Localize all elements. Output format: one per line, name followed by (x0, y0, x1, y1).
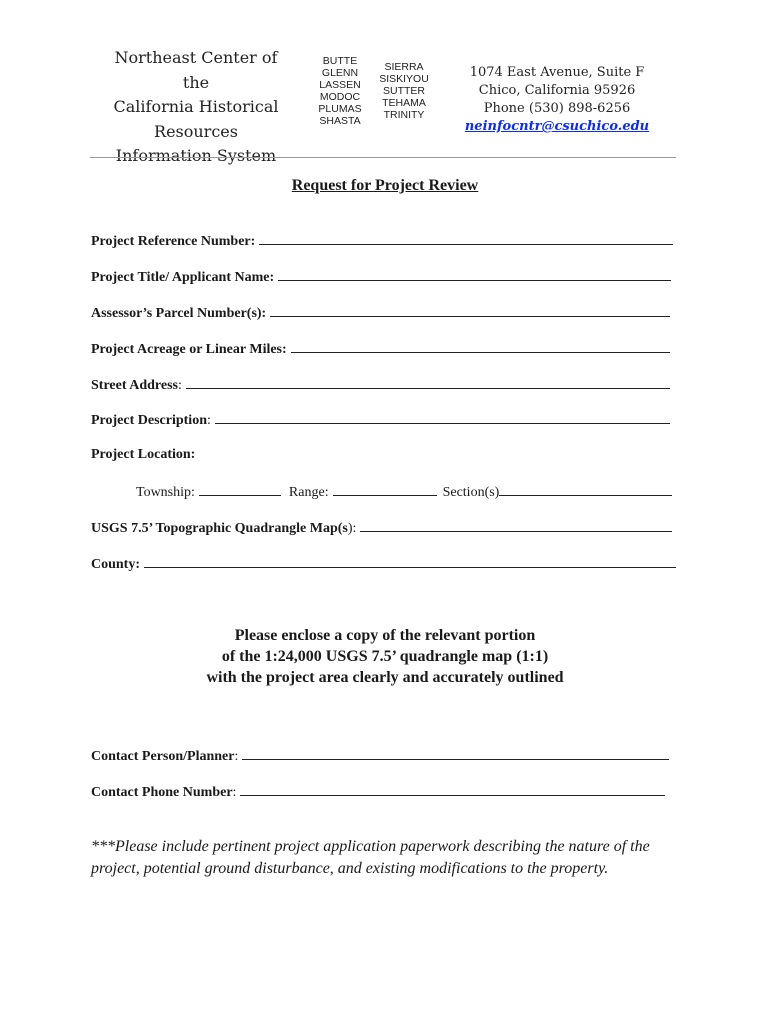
project-reference-input[interactable] (259, 232, 673, 245)
project-acreage-field (91, 340, 670, 358)
org-line: Resources (154, 121, 238, 141)
township-label: Township: (136, 485, 195, 500)
project-acreage-input[interactable] (291, 340, 670, 353)
project-reference-field (91, 232, 673, 250)
field-label: Project Location: (91, 447, 196, 462)
county-input[interactable] (144, 555, 676, 568)
org-line: Northeast Center of the (114, 48, 278, 92)
contact-phone-field: Contact Phone Number: (91, 783, 665, 801)
project-description-input[interactable] (215, 411, 670, 424)
section-label: Section(s) (442, 485, 500, 500)
email-link[interactable]: neinfocntr@csuchico.edu (464, 119, 650, 134)
county-name: TEHAMA (382, 97, 426, 109)
field-label: Contact Phone Number (91, 785, 233, 800)
field-label: USGS 7.5’ Topographic Quadrangle Map(s (91, 521, 348, 536)
field-label: Project Acreage or Linear Miles: (91, 342, 287, 357)
form-title: Request for Project Review (291, 177, 479, 194)
county-name: PLUMAS (318, 103, 362, 115)
project-description-field: Project Description: (91, 411, 670, 429)
notice-line: Please enclose a copy of the relevant portion (234, 627, 536, 644)
project-title-input[interactable] (278, 268, 671, 281)
contact-phone-input[interactable] (240, 783, 665, 796)
county-name: GLENN (321, 67, 359, 79)
contact-address (452, 64, 662, 136)
phone-number: Phone (530) 898-6256 (483, 101, 631, 116)
counties-list-2 (372, 61, 436, 121)
project-title-field (91, 268, 671, 286)
range-label: Range: (288, 485, 329, 500)
county-name: SIERRA (384, 61, 424, 73)
location-subfields (136, 483, 672, 501)
address-line: Chico, California 95926 (478, 83, 636, 98)
county-name: TRINITY (383, 109, 425, 121)
range-input[interactable] (333, 483, 437, 496)
field-label: Assessor’s Parcel Number(s): (91, 306, 267, 321)
field-label: County: (91, 557, 141, 572)
address-line: 1074 East Avenue, Suite F (469, 65, 645, 80)
street-address-field: Street Address: (91, 376, 670, 394)
project-location-field (91, 447, 195, 463)
contact-person-field: Contact Person/Planner: (91, 747, 669, 765)
organization-name (100, 46, 292, 169)
county-name: SISKIYOU (379, 73, 429, 85)
usgs-map-input[interactable] (360, 519, 672, 532)
parcel-number-input[interactable] (270, 304, 670, 317)
paperwork-note: ***Please include pertinent project application paperwork describing the nature of the project, potential ground disturbance, and existing modifications to the property. (91, 838, 650, 877)
notice-line: of the 1:24,000 USGS 7.5’ quadrangle map (1:1) (221, 648, 549, 665)
usgs-map-field: USGS 7.5’ Topographic Quadrangle Map(s): (91, 519, 672, 537)
county-name: BUTTE (322, 55, 358, 67)
field-label: Street Address (91, 378, 178, 393)
county-name: LASSEN (319, 79, 361, 91)
contact-person-input[interactable] (242, 747, 669, 760)
map-enclosure-notice (0, 625, 770, 688)
township-input[interactable] (199, 483, 281, 496)
field-label: Project Title/ Applicant Name: (91, 270, 275, 285)
notice-line: with the project area clearly and accurately outlined (206, 669, 564, 686)
field-label: Contact Person/Planner (91, 749, 235, 764)
counties-list-1 (308, 55, 372, 127)
org-line: California Historical (113, 97, 279, 116)
section-input[interactable] (499, 483, 672, 496)
street-address-input[interactable] (186, 376, 670, 389)
county-name: SHASTA (319, 115, 361, 127)
field-label: Project Reference Number: (91, 234, 256, 249)
county-name: SUTTER (383, 85, 425, 97)
parcel-number-field (91, 304, 670, 322)
org-line: Information System (115, 146, 277, 165)
county-name: MODOC (319, 91, 361, 103)
field-label: Project Description (91, 413, 207, 428)
county-field (91, 555, 676, 573)
header-divider (90, 157, 676, 158)
